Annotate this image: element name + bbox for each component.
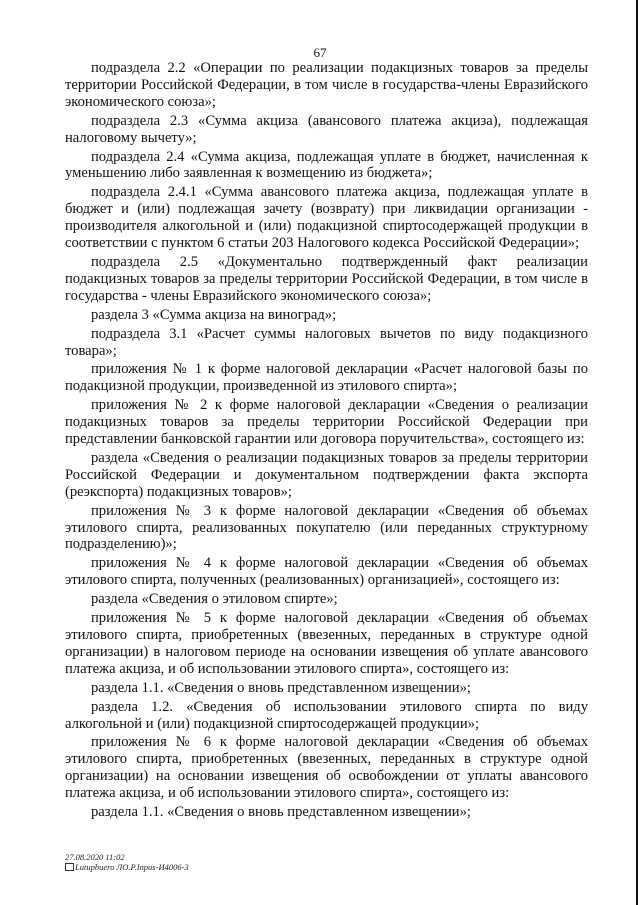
paragraph: раздела 1.1. «Сведения о вновь представленном извещении»; [91,679,471,696]
paragraph: раздела «Сведения о реализации подакцизных товаров за пределы территории Российской Федерации и документальном подтверждении факта экспорта (реэкспорта) подакцизных товаров»; [65,449,588,500]
paragraph: приложения № 2 к форме налоговой декларации «Сведения о реализации подакцизных товаров за пределы территории Российской Федерации при представлении банковской гарантии или договора поручительства», состоящего из: [65,397,588,448]
footer-date: 27.08.2020 11:02 [65,852,125,862]
paragraph: раздела 1.2. «Сведения об использовании этилового спирта по виду алкогольной и (или) подакцизной спиртосодержащей продукции»; [65,698,588,732]
footer-file: Lutupbuero ЛО.P.Inpus-И4006-3 [75,862,189,872]
document-body [65,60,588,821]
paragraph: приложения № 5 к форме налоговой декларации «Сведения об объемах этилового спирта, приобретенных (ввезенных, переданных в структуре одной организации) в налоговом периоде на основании извещения об уплате авансового платежа акциза, и об использовании этилового спирта», состоящего из: [65,610,588,677]
paragraph: раздела 3 «Сумма акциза на виноград»; [91,306,337,323]
paragraph: раздела 1.1. «Сведения о вновь представленном извещении»; [91,804,471,821]
file-icon [65,863,74,871]
paragraph: приложения № 6 к форме налоговой декларации «Сведения об объемах этилового спирта, приобретенных (ввезенных, переданных в структуре одной организации) на основании извещения об освобождении от уплаты авансового платежа акциза, и об использовании этилового спирта», состоящего из: [65,734,588,802]
paragraph: приложения № 3 к форме налоговой декларации «Сведения об объемах этилового спирта, реализованных покупателю (или переданных структурному подразделению)»; [65,502,588,553]
paragraph: подраздела 2.5 «Документально подтвержденный факт реализации подакцизных товаров за пределы территории Российской Федерации, в том числе в государства - члены Евразийского экономического союза»; [65,253,588,304]
document-footer [65,852,189,872]
page-number: 67 [313,45,327,60]
paragraph: приложения № 1 к форме налоговой декларации «Расчет налоговой базы по подакцизной продукции, произведенной из этилового спирта»; [65,361,588,395]
paragraph: подраздела 2.4 «Сумма акциза, подлежащая уплате в бюджет, начисленная к уменьшению либо заявленная к возмещению из бюджета»; [65,148,588,182]
paragraph: подраздела 3.1 «Расчет суммы налоговых вычетов по виду подакцизного товара»; [65,325,588,359]
paragraph: приложения № 4 к форме налоговой декларации «Сведения об объемах этилового спирта, полученных (реализованных) организацией», состоящего из: [65,555,588,589]
paragraph: подраздела 2.3 «Сумма акциза (авансового платежа акциза), подлежащая налоговому вычету»; [65,112,588,146]
footer-file-line [65,862,189,872]
paragraph: подраздела 2.4.1 «Сумма авансового платежа акциза, подлежащая уплате в бюджет и (или) подлежащая зачету (возврату) при ликвидации организации - производителя алкогольной и (или) подакцизной спиртосодержащей продукции в соответствии с пунктом 6 статьи 203 Налогового кодекса Российской Федерации»; [65,184,588,252]
scan-edge [636,0,638,905]
paragraph: подраздела 2.2 «Операции по реализации подакцизных товаров за пределы территории Российской Федерации, в том числе в государства-члены Евразийского экономического союза»; [65,60,588,110]
paragraph: раздела «Сведения о этиловом спирте»; [91,591,338,608]
